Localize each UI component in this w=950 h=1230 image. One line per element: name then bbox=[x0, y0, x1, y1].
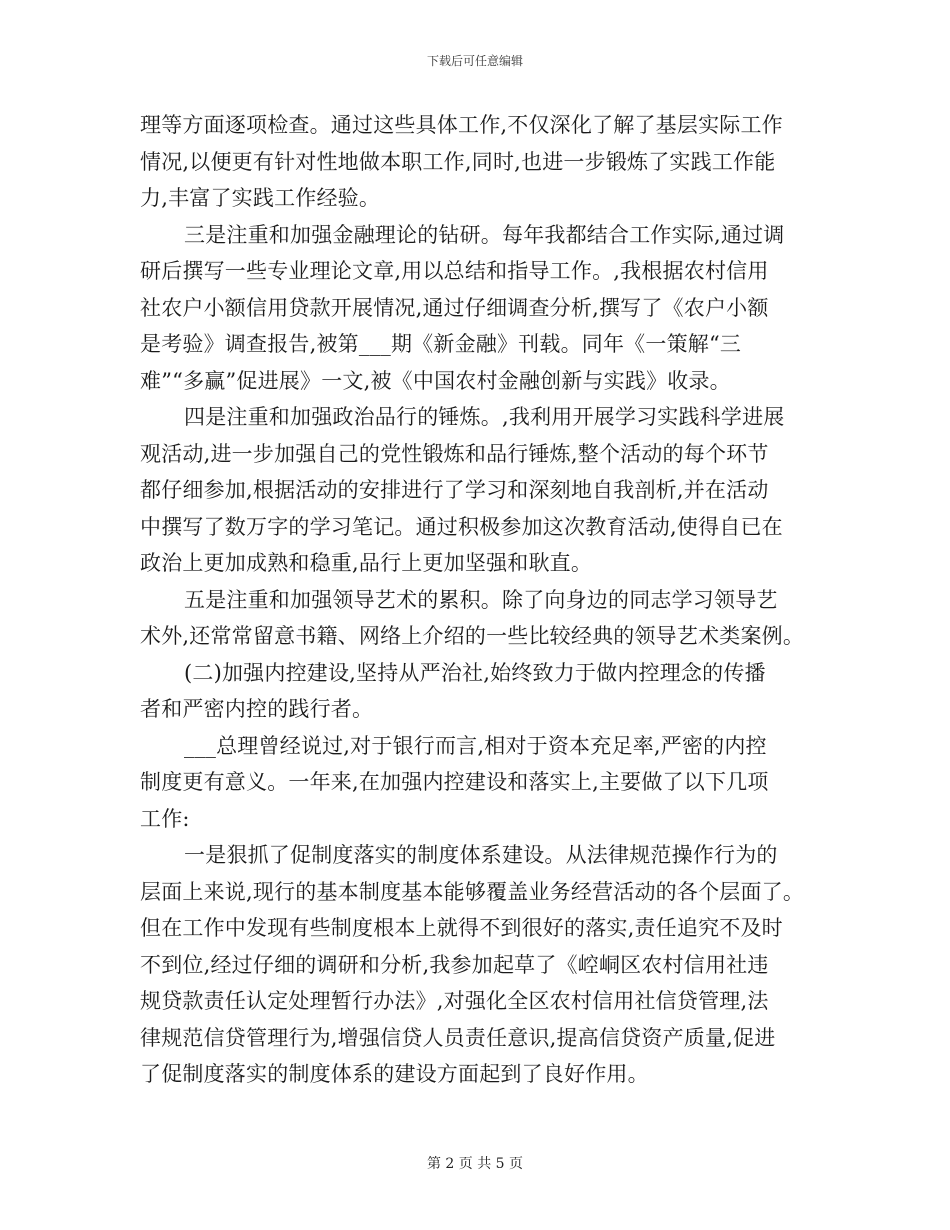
text-line: 理等方面逐项检查。通过这些具体工作,不仅深化了解了基层实际工作 bbox=[140, 113, 783, 137]
text-line: ___总理曾经说过,对于银行而言,相对于资本充足率,严密的内控 bbox=[184, 733, 767, 758]
text-line: 律规范信贷管理行为,增强信贷人员责任意识,提高信贷资产质量,促进 bbox=[140, 1025, 776, 1050]
text-line: 者和严密内控的践行者。 bbox=[140, 697, 374, 721]
text-line: 层面上来说,现行的基本制度基本能够覆盖业务经营活动的各个层面了。 bbox=[140, 879, 805, 904]
text-line: 规贷款责任认定处理暂行办法》,对强化全区农村信用社信贷管理,法 bbox=[140, 989, 769, 1013]
text-line: 都仔细参加,根据活动的安排进行了学习和深刻地自我剖析,并在活动 bbox=[140, 478, 769, 502]
text-line: 是考验》调查报告,被第___期《新金融》刊载。同年《一策解“三 bbox=[140, 332, 742, 356]
text-line: 社农户小额信用贷款开展情况,通过仔细调查分析,撰写了《农户小额 bbox=[140, 295, 769, 320]
text-line: 但在工作中发现有些制度根本上就得不到很好的落实,责任追究不及时 bbox=[140, 916, 783, 940]
text-line: 三是注重和加强金融理论的钻研。每年我都结合工作实际,通过调 bbox=[184, 222, 785, 247]
text-line: 五是注重和加强领导艺术的累积。除了向身边的同志学习领导艺 bbox=[184, 587, 778, 612]
text-line: 不到位,经过仔细的调研和分析,我参加起草了《崆峒区农村信用社违 bbox=[140, 952, 769, 977]
text-line: 四是注重和加强政治品行的锤炼。,我利用开展学习实践科学进展 bbox=[184, 405, 785, 429]
text-line: 研后撰写一些专业理论文章,用以总结和指导工作。,我根据农村信用 bbox=[140, 259, 769, 283]
text-line: 难”“多赢”促进展》一文,被《中国农村金融创新与实践》收录。 bbox=[140, 368, 731, 393]
text-line: 了促制度落实的制度体系的建设方面起到了良好作用。 bbox=[140, 1062, 649, 1086]
text-line: 工作: bbox=[140, 806, 190, 831]
text-line: 术外,还常常留意书籍、网络上介绍的一些比较经典的领导艺术类案例。 bbox=[140, 624, 805, 648]
page-header: 下载后可任意编辑 bbox=[426, 54, 523, 68]
text-line: (二)加强内控建设,坚持从严治社,始终致力于做内控理念的传播 bbox=[184, 660, 766, 685]
text-line: 一是狠抓了促制度落实的制度体系建设。从法律规范操作行为的 bbox=[184, 843, 778, 867]
text-line: 政治上更加成熟和稳重,品行上更加坚强和耿直。 bbox=[140, 551, 593, 575]
text-line: 制度更有意义。一年来,在加强内控建设和落实上,主要做了以下几项 bbox=[140, 770, 769, 794]
text-line: 观活动,进一步加强自己的党性锻炼和品行锤炼,整个活动的每个环节 bbox=[140, 441, 769, 466]
page-footer: 第 2 页 共 5 页 bbox=[426, 1156, 524, 1172]
text-line: 情况,以便更有针对性地做本职工作,同时,也进一步锻炼了实践工作能 bbox=[140, 149, 776, 174]
text-line: 中撰写了数万字的学习笔记。通过积极参加这次教育活动,使得自已在 bbox=[140, 514, 783, 539]
document-body bbox=[140, 107, 830, 1093]
text-line: 力,丰富了实践工作经验。 bbox=[140, 186, 381, 210]
